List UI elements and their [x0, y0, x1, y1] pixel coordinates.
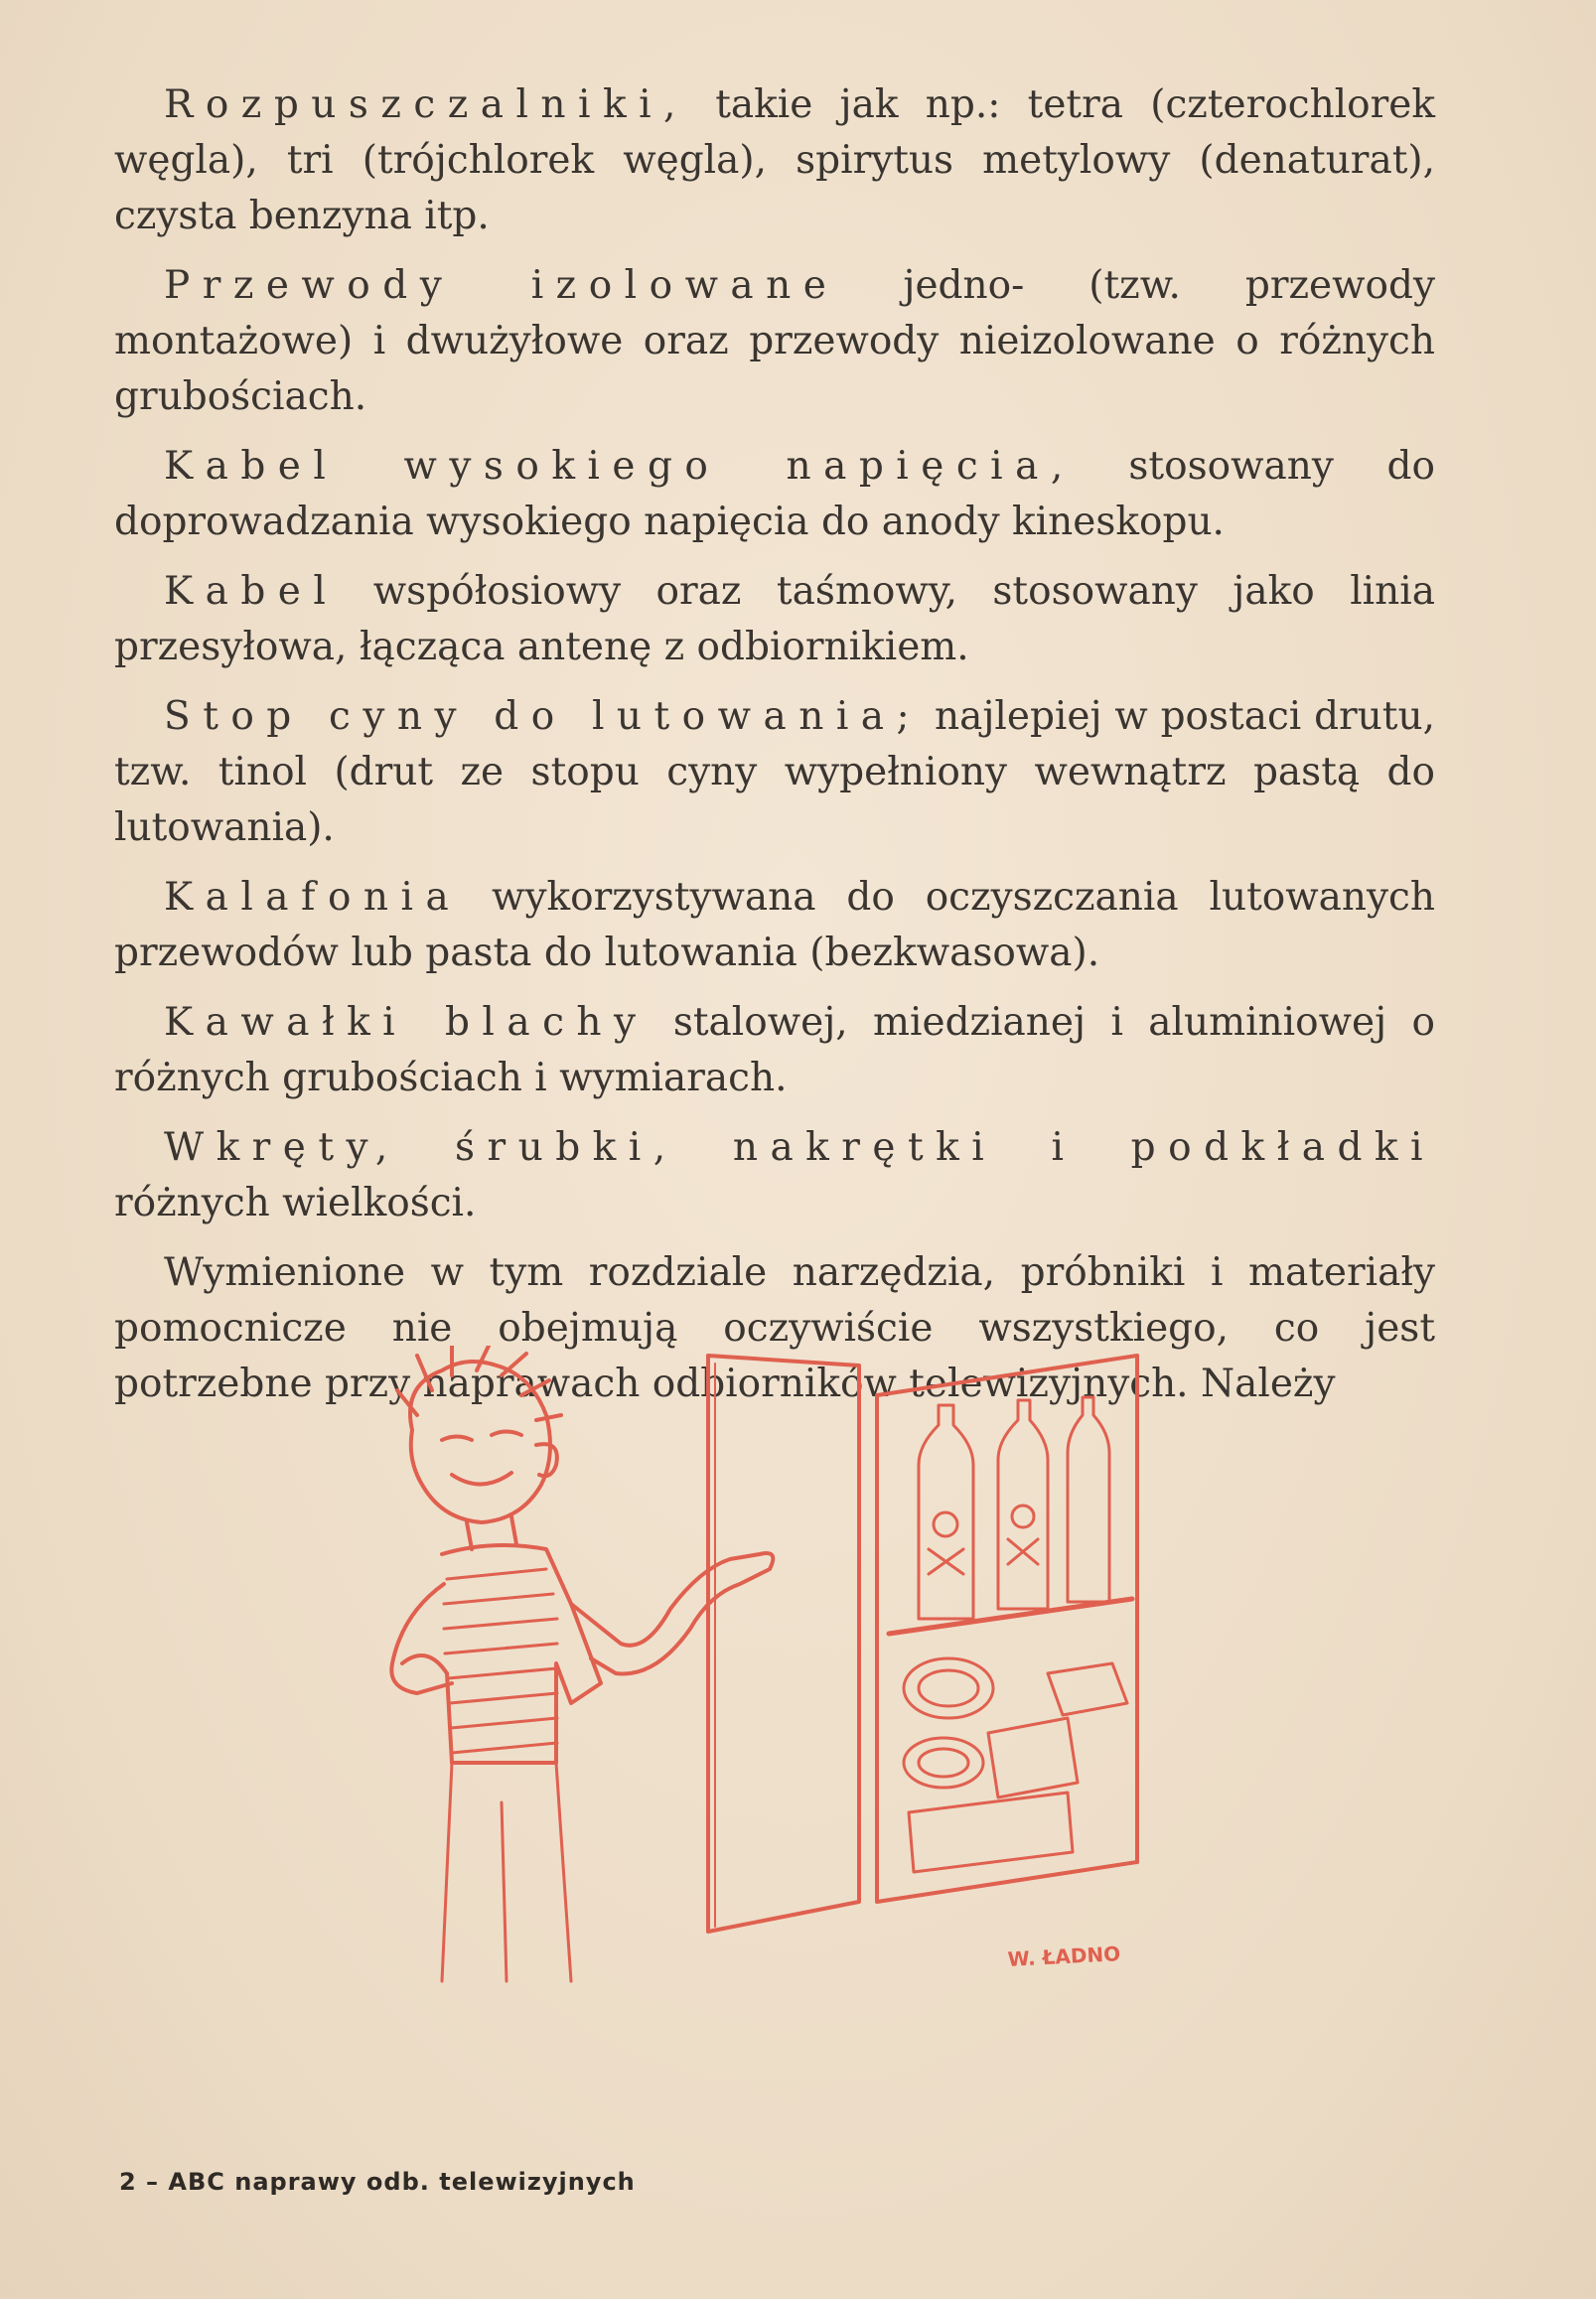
- bottles: [919, 1397, 1109, 1619]
- paragraph-screws: [114, 1120, 1435, 1231]
- spaced-term: Rozpuszczalniki,: [164, 82, 688, 127]
- paragraph-text: stalowej, miedzianej i aluminiowej o różnych grubościach i wymiarach.: [114, 1000, 1435, 1100]
- paragraph-solder: [114, 689, 1435, 856]
- spaced-term: Kabel: [164, 569, 339, 614]
- spaced-term: Kawałki blachy: [164, 1000, 649, 1045]
- paragraph-sheet-metal: [114, 995, 1435, 1106]
- paragraph-text: jedno- (tzw. przewody montażowe) i dwużyłowe oraz przewody nieizolowane o różnych grubościach.: [114, 263, 1435, 419]
- paragraph-solvents: [114, 77, 1435, 244]
- artist-signature: W. ŁADNO: [1007, 1941, 1121, 1971]
- paragraph-text: różnych wielkości.: [114, 1181, 477, 1225]
- boy-cabinet-illustration: [372, 1346, 1167, 1991]
- paragraph-hv-cable: [114, 439, 1435, 550]
- paragraph-text: wykorzystywana do oczyszczania lutowanych przewodów lub pasta do lutowania (bezkwasowa).: [114, 875, 1435, 975]
- page-footer: 2 – ABC naprawy odb. telewizyjnych: [119, 2168, 636, 2196]
- spaced-term: Kalafonia: [164, 875, 462, 920]
- body-text: [114, 77, 1435, 1426]
- paragraph-insulated-wires: [114, 258, 1435, 425]
- paragraph-rosin: [114, 870, 1435, 981]
- paragraph-text: współosiowy oraz taśmowy, stosowany jako linia przesyłowa, łącząca antenę z odbiornikiem.: [114, 569, 1435, 669]
- spaced-term: Wkręty, śrubki, nakrętki i podkładki: [164, 1125, 1435, 1170]
- spaced-term: Przewody izolowane: [164, 263, 839, 308]
- wire-coils-and-boxes: [904, 1658, 1127, 1872]
- paragraph-coax-cable: [114, 564, 1435, 675]
- spaced-term: Stop cyny do lutowania;: [164, 694, 923, 739]
- paragraph-text: stosowany do doprowadzania wysokiego napięcia do anody kineskopu.: [114, 444, 1435, 544]
- spaced-term: Kabel wysokiego napięcia,: [164, 444, 1076, 489]
- cabinet-shelf: [889, 1599, 1132, 1634]
- cabinet-door: [708, 1356, 859, 1932]
- paragraph-text: takie jak np.: tetra (czterochlorek węgla), tri (trójchlorek węgla), spirytus metylowy (denaturat), czysta benzyna itp.: [114, 82, 1435, 238]
- paragraph-text: Wymienione w tym rozdziale narzędzia, próbniki i materiały pomocnicze nie obejmują oczywiście wszystkiego, co jest potrzebne przy naprawach odbiorników telewizyjnych. Należy: [114, 1250, 1435, 1406]
- paragraph-text: najlepiej w postaci drutu, tzw. tinol (drut ze stopu cyny wypełniony wewnątrz pastą do lutowania).: [114, 694, 1435, 850]
